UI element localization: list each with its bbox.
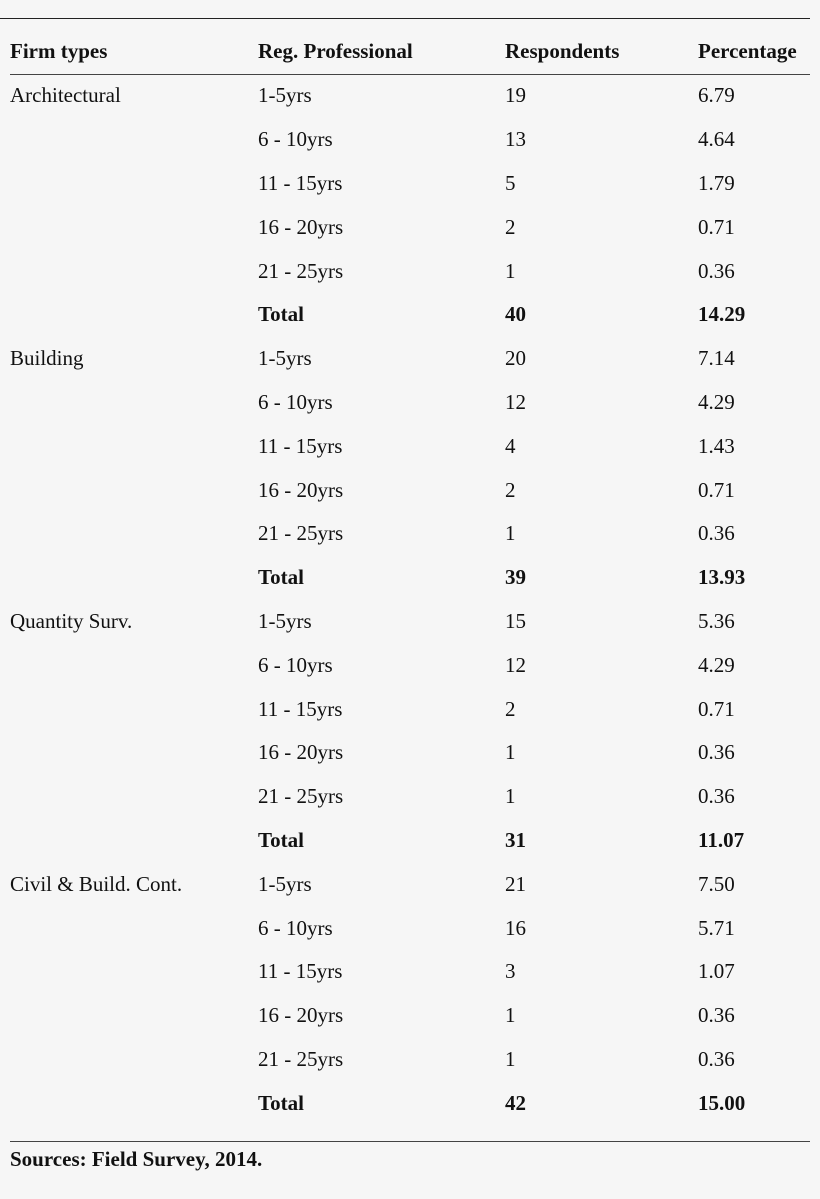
total-label-cell: Total — [258, 302, 304, 327]
empty-cell — [10, 512, 258, 556]
empty-cell — [10, 994, 258, 1038]
empty-cell — [10, 687, 258, 731]
table-row — [10, 118, 810, 162]
percentage-cell: 7.50 — [698, 871, 735, 896]
respondents-cell: 19 — [505, 83, 526, 108]
header-percentage: Percentage — [698, 38, 797, 63]
header-rule — [10, 74, 810, 75]
percentage-cell: 4.64 — [698, 127, 735, 152]
respondents-cell: 2 — [505, 477, 516, 502]
table-row — [10, 731, 810, 775]
total-respondents-cell: 31 — [505, 827, 526, 852]
respondents-cell: 12 — [505, 652, 526, 677]
percentage-cell: 0.71 — [698, 477, 735, 502]
empty-cell — [10, 468, 258, 512]
total-respondents-cell: 40 — [505, 302, 526, 327]
table-row — [10, 512, 810, 556]
respondents-cell: 2 — [505, 214, 516, 239]
percentage-cell: 0.71 — [698, 214, 735, 239]
percentage-cell: 5.36 — [698, 608, 735, 633]
percentage-cell: 0.36 — [698, 740, 735, 765]
experience-cell: 21 - 25yrs — [258, 784, 344, 809]
total-row — [10, 819, 810, 863]
total-respondents-cell: 39 — [505, 565, 526, 590]
percentage-cell: 0.71 — [698, 696, 735, 721]
total-row — [10, 293, 810, 337]
table-row — [10, 337, 810, 381]
total-percentage-cell: 15.00 — [698, 1090, 746, 1115]
table-row — [10, 74, 810, 118]
table-row — [10, 249, 810, 293]
top-rule — [0, 18, 810, 19]
respondents-cell: 2 — [505, 696, 516, 721]
experience-cell: 11 - 15yrs — [258, 433, 343, 458]
total-label-cell: Total — [258, 827, 304, 852]
experience-cell: 11 - 15yrs — [258, 959, 343, 984]
experience-cell: 6 - 10yrs — [258, 652, 333, 677]
respondents-cell: 21 — [505, 871, 526, 896]
respondents-cell: 12 — [505, 389, 526, 414]
firm-type-cell: Quantity Surv. — [10, 608, 133, 633]
header-reg-professional: Reg. Professional — [258, 38, 413, 63]
experience-cell: 16 - 20yrs — [258, 214, 344, 239]
respondents-cell: 13 — [505, 127, 526, 152]
experience-cell: 11 - 15yrs — [258, 696, 343, 721]
percentage-cell: 1.07 — [698, 959, 735, 984]
respondents-cell: 3 — [505, 959, 516, 984]
empty-cell — [10, 1081, 258, 1125]
percentage-cell: 0.36 — [698, 521, 735, 546]
table-row — [10, 381, 810, 425]
respondents-cell: 15 — [505, 608, 526, 633]
empty-cell — [10, 731, 258, 775]
experience-cell: 6 - 10yrs — [258, 389, 333, 414]
table-row — [10, 950, 810, 994]
table-row — [10, 687, 810, 731]
percentage-cell: 7.14 — [698, 346, 735, 371]
total-row — [10, 1081, 810, 1125]
respondents-cell: 16 — [505, 915, 526, 940]
experience-cell: 1-5yrs — [258, 608, 312, 633]
experience-cell: 6 - 10yrs — [258, 915, 333, 940]
firm-type-cell: Building — [10, 346, 84, 371]
empty-cell — [10, 118, 258, 162]
header-row — [10, 28, 810, 74]
respondents-cell: 20 — [505, 346, 526, 371]
percentage-cell: 1.43 — [698, 433, 735, 458]
empty-cell — [10, 381, 258, 425]
table-header — [10, 28, 810, 74]
table-row — [10, 994, 810, 1038]
empty-cell — [10, 950, 258, 994]
total-percentage-cell: 13.93 — [698, 565, 746, 590]
experience-cell: 21 - 25yrs — [258, 258, 344, 283]
empty-cell — [10, 424, 258, 468]
percentage-cell: 0.36 — [698, 1046, 735, 1071]
experience-cell: 1-5yrs — [258, 83, 312, 108]
experience-cell: 1-5yrs — [258, 346, 312, 371]
table-row — [10, 468, 810, 512]
total-percentage-cell: 11.07 — [698, 827, 745, 852]
bottom-rule — [10, 1141, 810, 1142]
respondents-cell: 1 — [505, 1046, 516, 1071]
experience-cell: 16 - 20yrs — [258, 740, 344, 765]
percentage-cell: 4.29 — [698, 389, 735, 414]
respondents-cell: 1 — [505, 258, 516, 283]
source-note: Sources: Field Survey, 2014. — [10, 1147, 263, 1171]
table-row — [10, 600, 810, 644]
total-respondents-cell: 42 — [505, 1090, 526, 1115]
respondents-cell: 1 — [505, 521, 516, 546]
table-row — [10, 162, 810, 206]
experience-cell: 16 - 20yrs — [258, 1003, 344, 1028]
respondents-cell: 1 — [505, 1003, 516, 1028]
respondents-cell: 5 — [505, 170, 516, 195]
empty-cell — [10, 1038, 258, 1082]
respondents-cell: 1 — [505, 784, 516, 809]
empty-cell — [10, 556, 258, 600]
header-firm-types: Firm types — [10, 38, 108, 63]
table-row — [10, 906, 810, 950]
percentage-cell: 1.79 — [698, 170, 735, 195]
firm-type-cell: Civil & Build. Cont. — [10, 871, 183, 896]
percentage-cell: 5.71 — [698, 915, 735, 940]
respondents-cell: 1 — [505, 740, 516, 765]
table-row — [10, 424, 810, 468]
table-row — [10, 1038, 810, 1082]
firm-type-cell: Architectural — [10, 83, 121, 108]
empty-cell — [10, 819, 258, 863]
total-label-cell: Total — [258, 1090, 304, 1115]
percentage-cell: 0.36 — [698, 784, 735, 809]
respondents-table — [10, 28, 810, 1125]
table-row — [10, 643, 810, 687]
experience-cell: 21 - 25yrs — [258, 521, 344, 546]
experience-cell: 21 - 25yrs — [258, 1046, 344, 1071]
percentage-cell: 0.36 — [698, 1003, 735, 1028]
total-percentage-cell: 14.29 — [698, 302, 746, 327]
empty-cell — [10, 775, 258, 819]
total-label-cell: Total — [258, 565, 304, 590]
respondents-cell: 4 — [505, 433, 516, 458]
experience-cell: 11 - 15yrs — [258, 170, 343, 195]
table-row — [10, 205, 810, 249]
header-respondents: Respondents — [505, 38, 620, 63]
empty-cell — [10, 205, 258, 249]
table-row — [10, 862, 810, 906]
empty-cell — [10, 643, 258, 687]
percentage-cell: 6.79 — [698, 83, 735, 108]
experience-cell: 6 - 10yrs — [258, 127, 333, 152]
table-row — [10, 775, 810, 819]
percentage-cell: 0.36 — [698, 258, 735, 283]
experience-cell: 1-5yrs — [258, 871, 312, 896]
experience-cell: 16 - 20yrs — [258, 477, 344, 502]
empty-cell — [10, 249, 258, 293]
total-row — [10, 556, 810, 600]
empty-cell — [10, 906, 258, 950]
empty-cell — [10, 293, 258, 337]
empty-cell — [10, 162, 258, 206]
percentage-cell: 4.29 — [698, 652, 735, 677]
table-body — [10, 74, 810, 1125]
